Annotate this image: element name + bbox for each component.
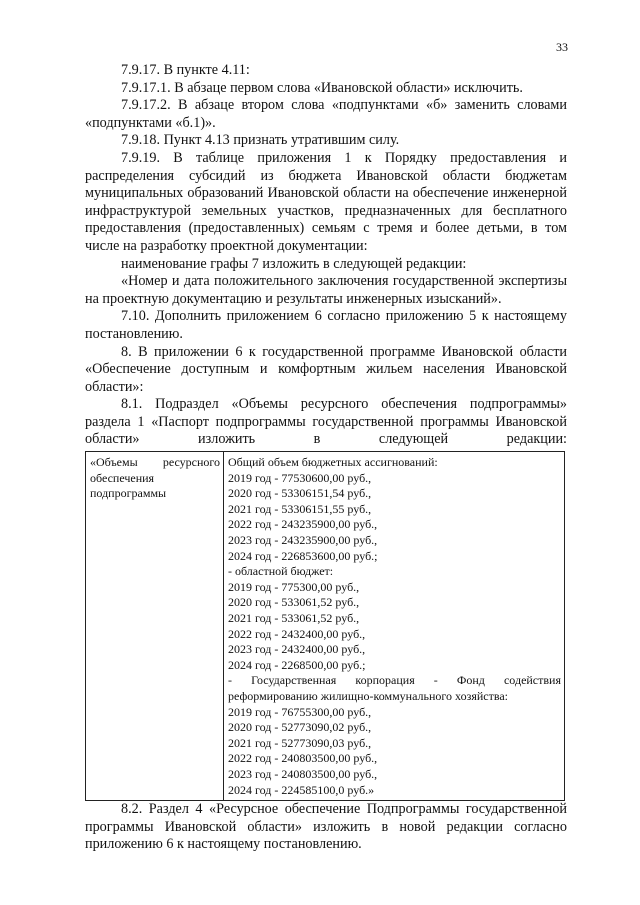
table-line: 2021 год - 53306151,55 руб., [228,501,372,516]
table-line: 2024 год - 226853600,00 руб.; [228,548,378,563]
paragraph: 7.9.18. Пункт 4.13 признать утратившим силу. [121,132,400,149]
table-line: Общий объем бюджетных ассигнований: [228,455,438,470]
table-line: 2022 год - 240803500,00 руб., [228,751,378,766]
table-line: 2022 год - 2432400,00 руб., [228,626,366,641]
table-line: 2024 год - 224585100,0 руб.» [228,782,375,797]
table-line: 2024 год - 2268500,00 руб.; [228,657,366,672]
table-line: 2019 год - 77530600,00 руб., [228,470,372,485]
table-line: 2020 год - 533061,52 руб., [228,595,360,610]
page-number: 33 [556,40,568,54]
table-line: - областной бюджет: [228,564,334,579]
table-line: 2019 год - 76755300,00 руб., [228,704,372,719]
table-line: 2023 год - 2432400,00 руб., [228,642,366,657]
paragraph: 7.9.17.1. В абзаце первом слова «Ивановской области» исключить. [121,79,523,96]
table-line: 2022 год - 243235900,00 руб., [228,517,378,532]
table-label: «Объемы ресурсного обеспечения подпрограммы [90,455,220,501]
paragraph: 7.9.17.2. В абзаце втором слова «подпунктами «б» заменить словами «подпунктами «б.1)». [85,97,567,131]
resource-table [85,451,565,801]
table-line: 2020 год - 52773090,02 руб., [228,720,372,735]
table-row [86,452,565,801]
paragraph: 8.2. Раздел 4 «Ресурсное обеспечение Подпрограммы государственной программы Ивановской области» изложить в новой редакции согласно приложению 6 к настоящему постановлению. [85,801,567,853]
table-line: - Государственная корпорация - Фонд содействия реформированию жилищно-коммунального хозяйства: [228,673,561,703]
table-line: 2019 год - 775300,00 руб., [228,579,360,594]
paragraph: 7.10. Дополнить приложением 6 согласно приложению 5 к настоящему постановлению. [85,308,567,342]
paragraph: 8.1. Подраздел «Объемы ресурсного обеспечения подпрограммы» раздела 1 «Паспорт подпрограммы государственной программы Ивановской области» изложить в следующей редакции: [85,396,567,448]
table-line: 2023 год - 243235900,00 руб., [228,533,378,548]
table-line: 2021 год - 533061,52 руб., [228,611,360,625]
paragraph: 8. В приложении 6 к государственной программе Ивановской области «Обеспечение доступным и комфортным жильем населения Ивановской области»: [85,343,567,395]
paragraph: 7.9.19. В таблице приложения 1 к Порядку предоставления и распределения субсидий из бюджета Ивановской области бюджетам муниципальных образований Ивановской области на обеспечение инженерной инфраструктурой земельных участков, предназначенных для бесплатного предоставления (предоставленных) семьям с тремя и более детьми, в том числе на разработку проектной документации: [85,149,567,254]
table-line: 2023 год - 240803500,00 руб., [228,766,378,781]
document-body [85,62,567,854]
paragraph: «Номер и дата положительного заключения государственной экспертизы на проектную документацию и результаты инженерных изысканий». [85,273,567,307]
table-line: 2020 год - 53306151,54 руб., [228,486,372,501]
paragraph: наименование графы 7 изложить в следующей редакции: [121,255,467,272]
table-value-cell [224,452,565,801]
table-label-cell [86,452,224,801]
paragraph: 7.9.17. В пункте 4.11: [121,62,250,78]
table-line: 2021 год - 52773090,03 руб., [228,735,372,750]
